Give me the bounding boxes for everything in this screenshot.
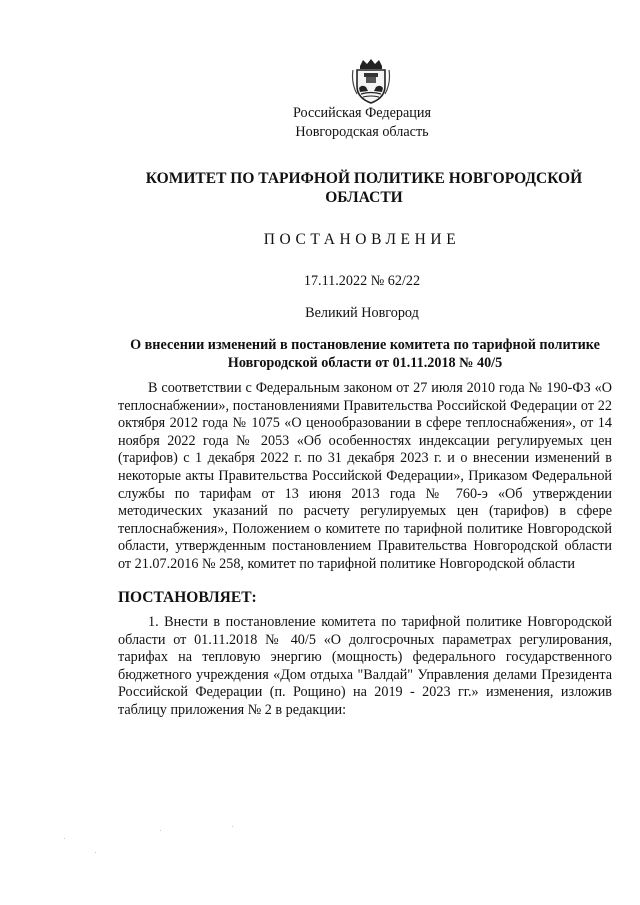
country-name: Российская Федерация xyxy=(292,105,432,121)
document-subject: О внесении изменений в постановление комитета по тарифной политике Новгородской области от 01.11.2018 № 40/5 xyxy=(130,337,600,371)
document-city: Великий Новгород xyxy=(305,305,419,321)
preamble-paragraph: В соответствии с Федеральным законом от 27 июля 2010 года № 190-ФЗ «О теплоснабжении», постановлениями Правительства Российской Федерации от 22 октября 2012 года № 1075 «О ценообразовании в сфере теплоснабжения», от 14 ноября 2022 года № 2053 «Об особенностях индексации регулируемых цен (тарифов) с 1 декабря 2022 г. по 31 декабря 2023 г. и о внесении изменений в некоторые акты Правительства Российской Федерации», Приказом Федеральной службы по тарифам от 13 июня 2013 года № 760-э «Об утверждении методических указаний по расчету регулируемых цен (тарифов) в сфере теплоснабжения», Положением о комитете по тарифной политике Новгородской области, утвержденным постановлением Правительства Новгородской области от 21.07.2016 № 258, комитет по тарифной политике Новгородской области xyxy=(118,380,612,572)
decree-item-1: 1. Внести в постановление комитета по тарифной политике Новгородской области от 01.11.2018 № 40/5 «О долгосрочных параметрах регулирования, тарифах на тепловую энергию (мощность) федерального государственного бюджетного учреждения «Дом отдыха "Валдай" Управления делами Президента Российской Федерации (п. Рощино) на 2019 - 2023 гг.» изменения, изложив таблицу приложения № 2 в редакции: xyxy=(118,614,612,718)
scan-speck xyxy=(64,838,65,839)
region-name: Новгородская область xyxy=(295,124,429,140)
scan-speck xyxy=(95,852,96,853)
scan-speck xyxy=(160,830,161,831)
scan-speck xyxy=(232,826,233,827)
decree-word: ПОСТАНОВЛЯЕТ: xyxy=(118,589,257,606)
document-date-number: 17.11.2022 № 62/22 xyxy=(303,273,421,289)
document-type: ПОСТАНОВЛЕНИЕ xyxy=(263,231,461,248)
committee-title: КОМИТЕТ ПО ТАРИФНОЙ ПОЛИТИКЕ НОВГОРОДСКОЙ ОБЛАСТИ xyxy=(145,170,583,206)
novgorod-coat-of-arms-icon xyxy=(351,58,391,104)
